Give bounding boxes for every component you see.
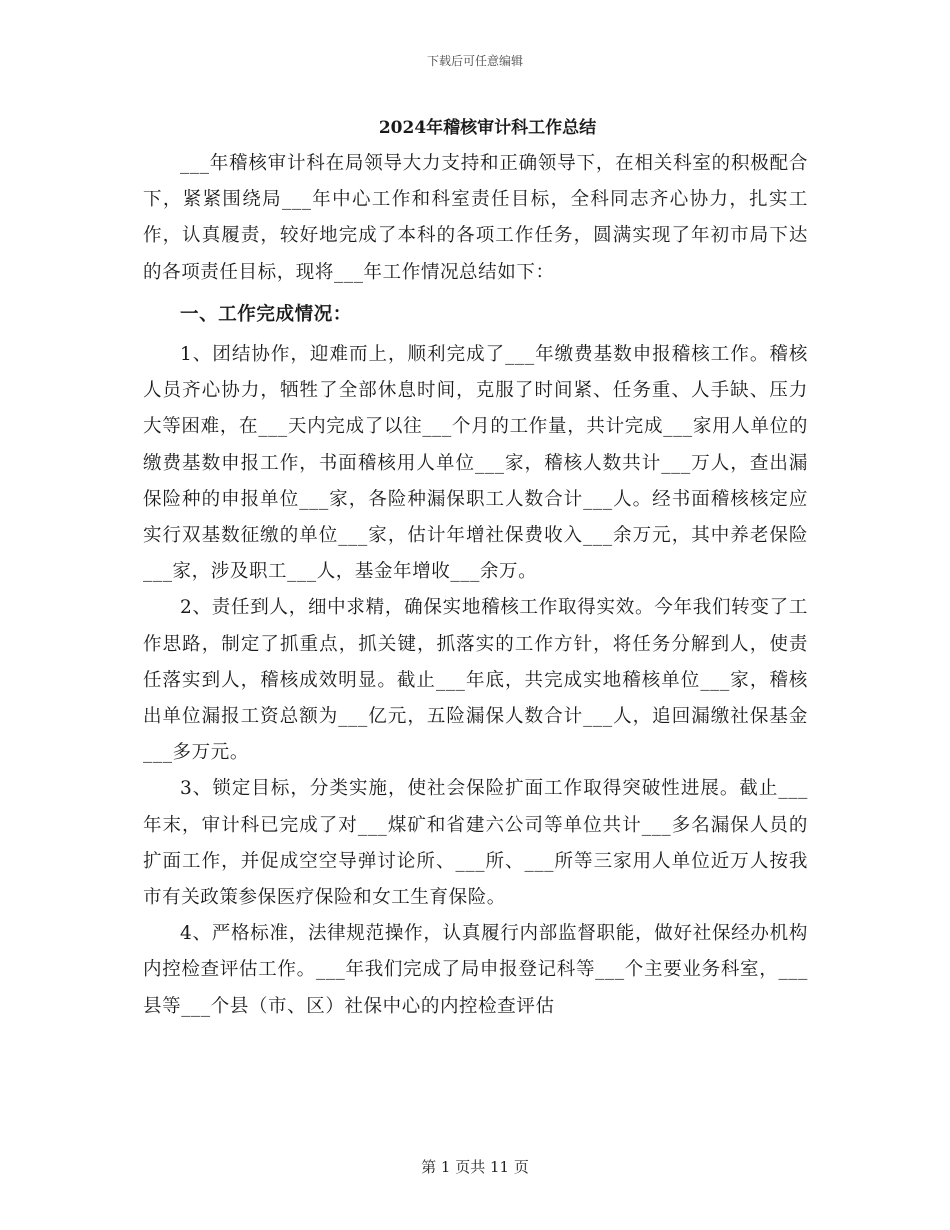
section-heading: 一、工作完成情况： bbox=[180, 303, 352, 325]
page-header bbox=[0, 52, 950, 69]
item-paragraph-4: 4、严格标准，法律规范操作，认真履行内部监督职能，做好社保经办机构内控检查评估工作。___年我们完成了局申报登记科等___个主要业务科室，___县等___个县（市、区）社保中心的内控检查评估 bbox=[143, 923, 808, 1017]
header-text: 下载后可任意编辑 bbox=[426, 54, 523, 68]
item-paragraph-3: 3、锁定目标，分类实施，使社会保险扩面工作取得突破性进展。截止___年末，审计科已完成了对___煤矿和省建六公司等单位共计___多名漏保人员的扩面工作，并促成空空导弹讨论所、___所、___所等三家用人单位近万人按我市有关政策参保医疗保险和女工生育保险。 bbox=[143, 778, 808, 909]
item-paragraph-2: 2、责任到人，细中求精，确保实地稽核工作取得实效。今年我们转变了工作思路，制定了抓重点，抓关键，抓落实的工作方针，将任务分解到人，使责任落实到人，稽核成效明显。截止___年底，共完成实地稽核单位___家，稽核出单位漏报工资总额为___亿元，五险漏保人数合计___人，追回漏缴社保基金___多万元。 bbox=[143, 597, 808, 764]
intro-paragraph: ___年稽核审计科在局领导大力支持和正确领导下，在相关科室的积极配合下，紧紧围绕局___年中心工作和科室责任目标，全科同志齐心协力，扎实工作，认真履责，较好地完成了本科的各项工作任务，圆满实现了年初市局下达的各项责任目标，现将___年工作情况总结如下： bbox=[143, 153, 808, 283]
page-footer bbox=[0, 1156, 950, 1177]
page-number: 第 1 页共 11 页 bbox=[421, 1158, 529, 1176]
document-body bbox=[143, 110, 808, 1025]
item-paragraph-1: 1、团结协作，迎难而上，顺利完成了___年缴费基数申报稽核工作。稽核人员齐心协力，牺牲了全部休息时间，克服了时间紧、任务重、人手缺、压力大等困难，在___天内完成了以往___个月的工作量，共计完成___家用人单位的缴费基数申报工作，书面稽核用人单位___家，稽核人数共计___万人，查出漏保险种的申报单位___家，各险种漏保职工人数合计___人。经书面稽核核定应实行双基数征缴的单位___家，估计年增社保费收入___余万元，其中养老保险___家，涉及职工___人，基金年增收___余万。 bbox=[143, 344, 808, 583]
document-title: 2024年稽核审计科工作总结 bbox=[378, 118, 597, 138]
